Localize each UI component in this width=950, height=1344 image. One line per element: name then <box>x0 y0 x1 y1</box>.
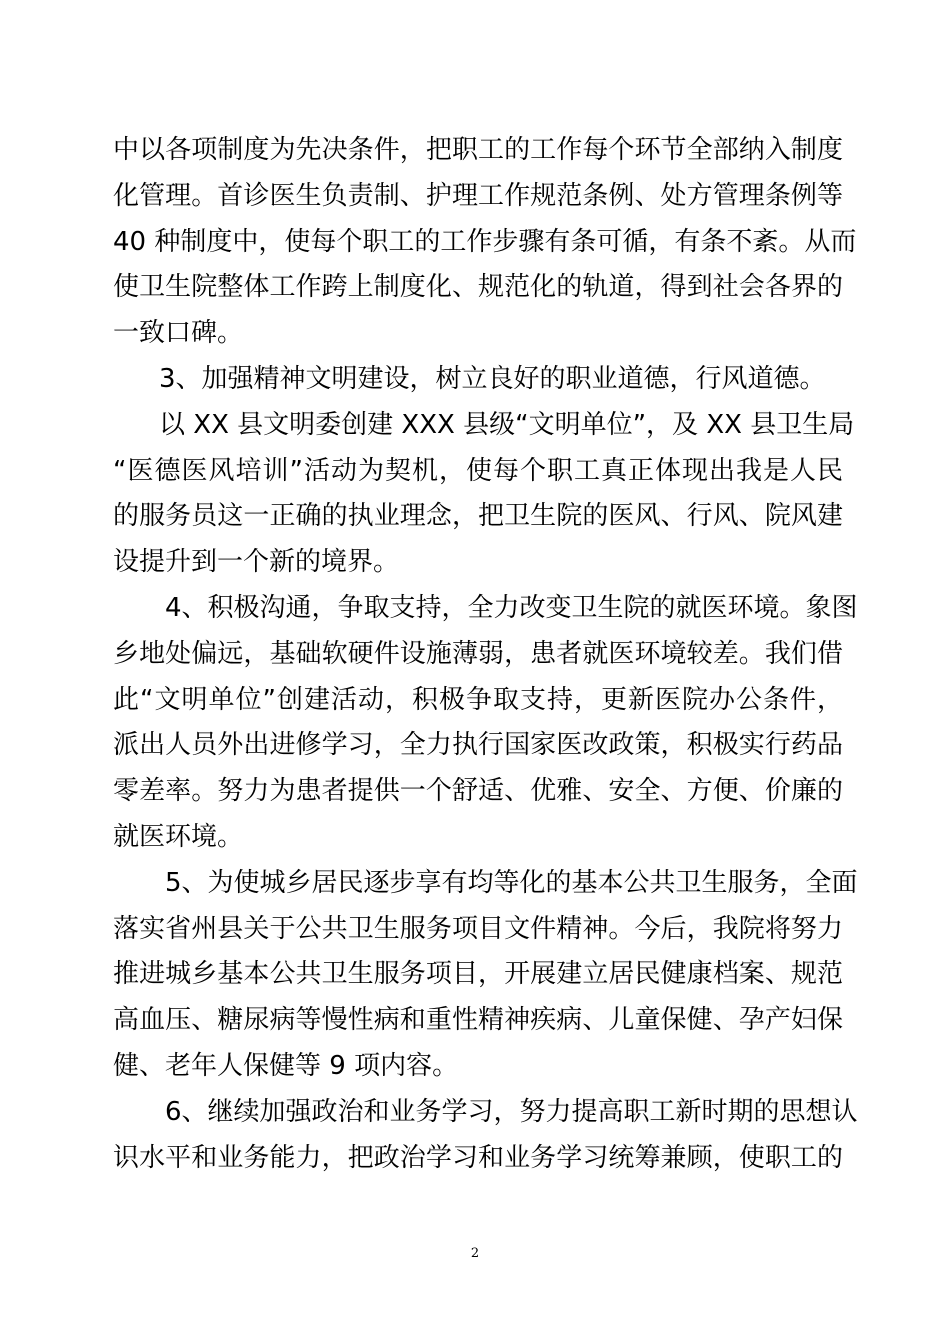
text-line: 识水平和业务能力，把政治学习和业务学习统筹兼顾，使职工的 <box>113 1142 843 1173</box>
text-line: 以 XX 县文明委创建 XXX 县级“文明单位”，及 XX 县卫生局 <box>159 409 855 440</box>
document-body <box>113 128 858 1181</box>
text-line: 4、积极沟通，争取支持，全力改变卫生院的就医环境。象图 <box>165 592 858 623</box>
text-line: 乡地处偏远，基础软硬件设施薄弱，患者就医环境较差。我们借 <box>113 638 843 669</box>
text-line: 高血压、糖尿病等慢性病和重性精神疾病、儿童保健、孕产妇保 <box>113 1005 843 1036</box>
text-line: 健、老年人保健等 9 项内容。 <box>113 1050 459 1081</box>
text-line: 化管理。首诊医生负责制、护理工作规范条例、处方管理条例等 <box>113 180 843 211</box>
text-line: 落实省州县关于公共卫生服务项目文件精神。今后，我院将努力 <box>113 913 843 944</box>
text-line: 零差率。努力为患者提供一个舒适、优雅、安全、方便、价廉的 <box>113 776 843 807</box>
text-line: 就医环境。 <box>113 821 244 852</box>
text-line: “医德医风培训”活动为契机，使每个职工真正体现出我是人民 <box>113 455 843 486</box>
text-line: 5、为使城乡居民逐步享有均等化的基本公共卫生服务，全面 <box>165 867 858 898</box>
text-line: 推进城乡基本公共卫生服务项目，开展建立居民健康档案、规范 <box>113 959 843 990</box>
page-number: 2 <box>470 1246 480 1261</box>
text-line: 设提升到一个新的境界。 <box>113 547 400 578</box>
text-line: 使卫生院整体工作跨上制度化、规范化的轨道，得到社会各界的 <box>113 272 843 303</box>
text-line: 3、加强精神文明建设，树立良好的职业道德，行风道德。 <box>159 363 826 394</box>
text-line: 40 种制度中，使每个职工的工作步骤有条可循，有条不紊。从而 <box>113 226 857 257</box>
text-line: 派出人员外出进修学习，全力执行国家医改政策，积极实行药品 <box>113 730 843 761</box>
text-line: 6、继续加强政治和业务学习，努力提高职工新时期的思想认 <box>165 1096 858 1127</box>
text-line: 此“文明单位”创建活动，积极争取支持，更新医院办公条件， <box>113 684 843 715</box>
text-line: 的服务员这一正确的执业理念，把卫生院的医风、行风、院风建 <box>113 501 843 532</box>
text-line: 一致口碑。 <box>113 318 244 349</box>
text-line: 中以各项制度为先决条件，把职工的工作每个环节全部纳入制度 <box>113 135 843 165</box>
